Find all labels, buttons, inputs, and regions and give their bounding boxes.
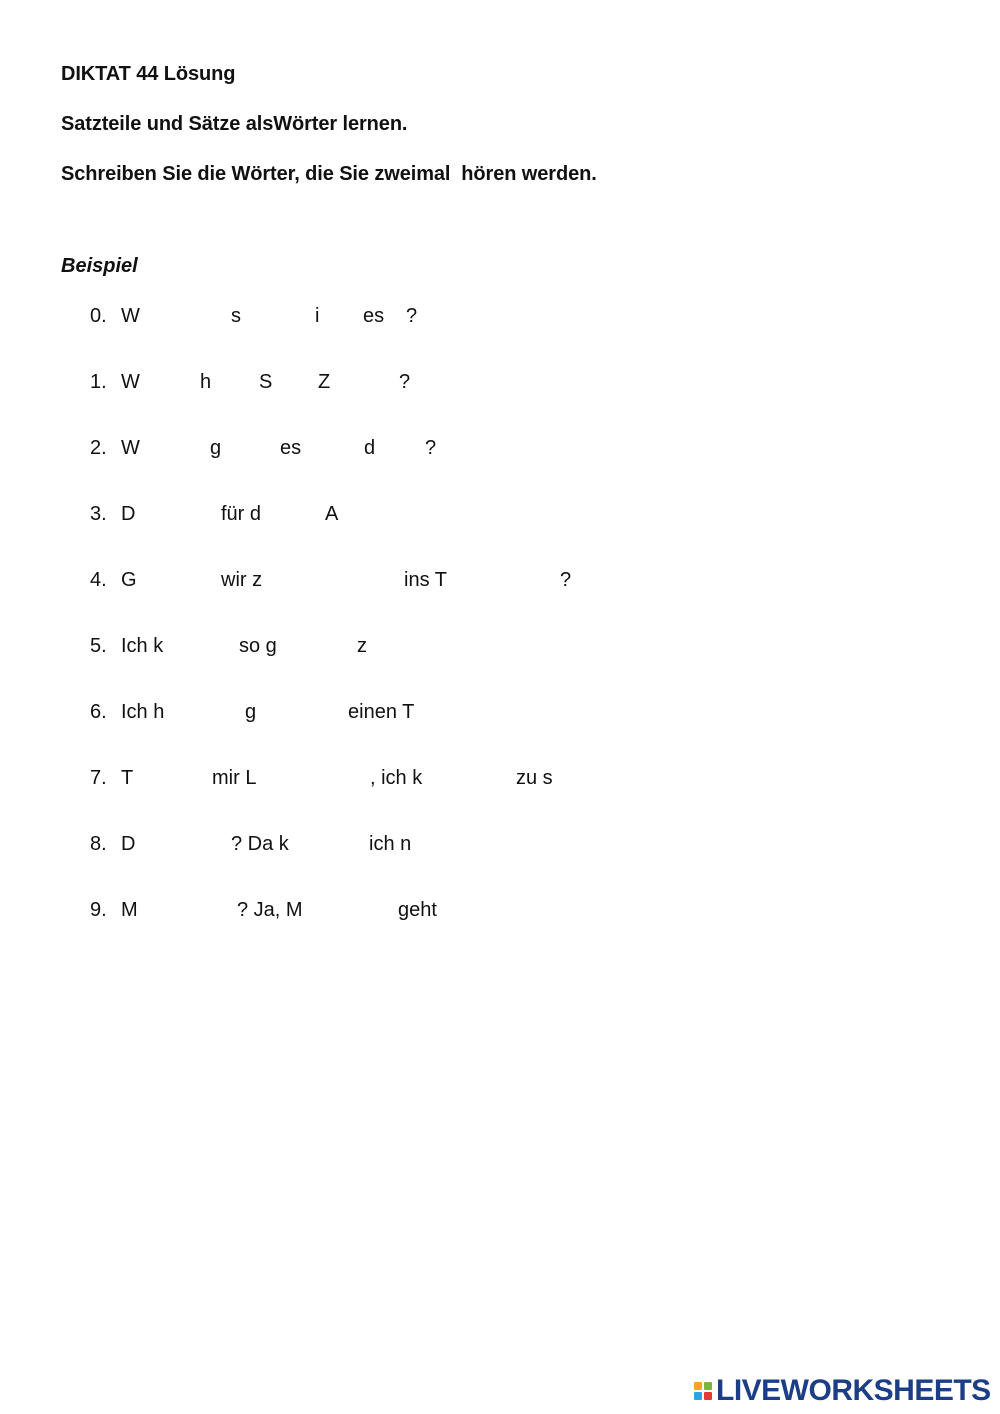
word-fragment: ? Ja, M (237, 899, 303, 921)
word-fragment: z (357, 635, 367, 657)
word-fragment: W (121, 371, 140, 393)
item-number: 0. (90, 305, 107, 327)
item-number: 9. (90, 899, 107, 921)
word-fragment: ? (406, 305, 418, 327)
word-fragment: G (121, 569, 137, 591)
item-number: 4. (90, 569, 107, 591)
dictation-item-2 (0, 437, 1000, 467)
example-label: Beispiel (61, 255, 138, 277)
word-fragment: zu s (516, 767, 553, 789)
title: DIKTAT 44 Lösung (61, 63, 236, 85)
dictation-item-1 (0, 371, 1000, 401)
word-fragment: W (121, 305, 140, 327)
logo-text: LIVEWORKSHEETS (716, 1374, 991, 1407)
word-fragment: d (364, 437, 376, 459)
word-fragment: A (325, 503, 339, 525)
word-fragment: ? (399, 371, 411, 393)
logo-square (704, 1392, 712, 1400)
dictation-item-8 (0, 833, 1000, 863)
dictation-item-3 (0, 503, 1000, 533)
dictation-item-4 (0, 569, 1000, 599)
instruction: Schreiben Sie die Wörter, die Sie zweimal hören werden. (61, 163, 597, 185)
item-number: 2. (90, 437, 107, 459)
word-fragment: für d (221, 503, 262, 525)
item-number: 7. (90, 767, 107, 789)
word-fragment: T (121, 767, 134, 789)
word-fragment: S (259, 371, 273, 393)
item-number: 8. (90, 833, 107, 855)
word-fragment: einen T (348, 701, 415, 723)
logo-square (694, 1392, 702, 1400)
word-fragment: es (363, 305, 385, 327)
word-fragment: i (315, 305, 320, 327)
word-fragment: s (231, 305, 241, 327)
logo-square (694, 1382, 702, 1390)
liveworksheets-logo-icon (694, 1382, 712, 1400)
word-fragment: es (280, 437, 302, 459)
word-fragment: ins T (404, 569, 447, 591)
word-fragment: ? (425, 437, 437, 459)
item-number: 3. (90, 503, 107, 525)
word-fragment: Z (318, 371, 331, 393)
item-number: 1. (90, 371, 107, 393)
word-fragment: wir z (221, 569, 263, 591)
dictation-item-7 (0, 767, 1000, 797)
item-number: 6. (90, 701, 107, 723)
dictation-item-0 (0, 305, 1000, 335)
word-fragment: g (210, 437, 222, 459)
word-fragment: D (121, 833, 136, 855)
word-fragment: , ich k (370, 767, 423, 789)
word-fragment: geht (398, 899, 437, 921)
word-fragment: Ich h (121, 701, 165, 723)
word-fragment: g (245, 701, 257, 723)
word-fragment: D (121, 503, 136, 525)
logo-square (704, 1382, 712, 1390)
word-fragment: ich n (369, 833, 412, 855)
word-fragment: h (200, 371, 212, 393)
dictation-item-9 (0, 899, 1000, 929)
subtitle: Satzteile und Sätze alsWörter lernen. (61, 113, 408, 135)
word-fragment: ? (560, 569, 572, 591)
word-fragment: ? Da k (231, 833, 289, 855)
liveworksheets-logo (694, 1376, 991, 1406)
word-fragment: Ich k (121, 635, 164, 657)
word-fragment: M (121, 899, 138, 921)
word-fragment: W (121, 437, 140, 459)
dictation-item-6 (0, 701, 1000, 731)
dictation-item-5 (0, 635, 1000, 665)
item-number: 5. (90, 635, 107, 657)
word-fragment: mir L (212, 767, 257, 789)
word-fragment: so g (239, 635, 277, 657)
